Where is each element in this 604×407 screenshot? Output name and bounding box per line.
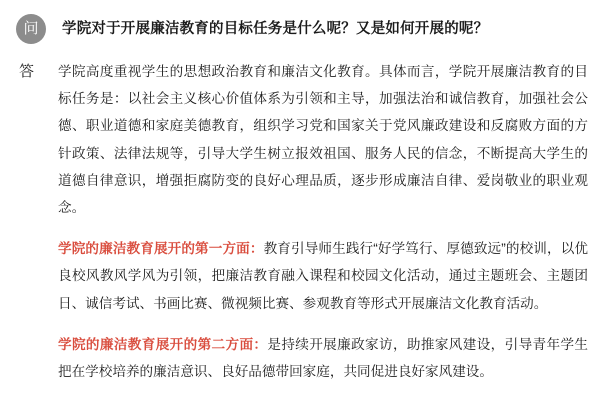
paragraph-text: 教育引导师生践行“好学笃行、厚德致远”的校训，以优良校风教风学风为引领，把廉洁教育融入课程和校园文化活动，通过主题班会、主题团日、诚信考试、书画比赛、微视频比赛、参观教育等形式开展廉洁文化教育活动。	[58, 241, 588, 311]
answer-paragraph	[58, 331, 588, 385]
answer-label: 答	[19, 63, 35, 80]
question-row	[12, 14, 588, 44]
answer-paragraph	[58, 235, 588, 317]
question-badge-column	[12, 14, 62, 44]
answer-paragraph	[58, 58, 588, 221]
question-text: 学院对于开展廉洁教育的目标任务是什么呢？又是如何开展的呢？	[62, 21, 489, 37]
paragraph-text: 学院高度重视学生的思想政治教育和廉洁文化教育。具体而言，学院开展廉洁教育的目标任务是：以社会主义核心价值体系为引领和主导，加强法治和诚信教育，加强社会公德、职业道德和家庭美德教育，组织学习党和国家关于党风廉政建设和反腐败方面的方针政策、法律法规等，引导大学生树立报效祖国、服务人民的信念，不断提高大学生的道德自律意识，增强拒腐防变的良好心理品质，逐步形成廉洁自律、爱岗敬业的职业观念。	[58, 64, 588, 215]
paragraph-highlight: 学院的廉洁教育展开的第二方面：	[58, 336, 268, 352]
paragraph-highlight: 学院的廉洁教育展开的第一方面：	[58, 241, 264, 257]
paragraph-text: 是持续开展廉政家访，助推家风建设，引导青年学生把在学校培养的廉洁意识、良好品德带回家庭，共同促进良好家风建设。	[58, 336, 589, 379]
answer-row	[12, 58, 588, 385]
question-badge: 问	[16, 14, 46, 44]
answer-body	[58, 58, 588, 385]
